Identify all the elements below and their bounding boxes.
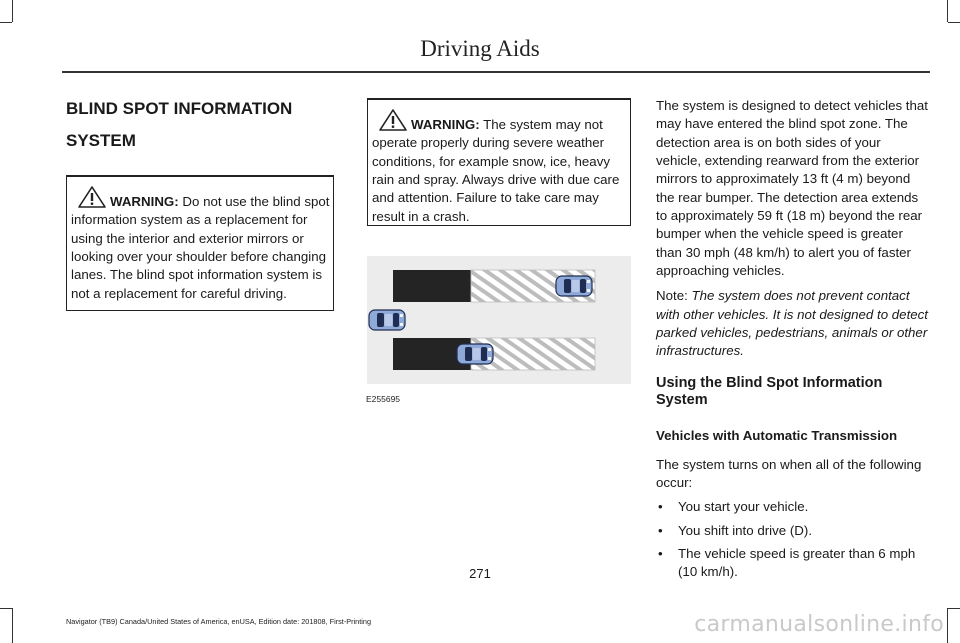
system-on-intro: The system turns on when all of the following occur: [656, 456, 922, 490]
list-item: • You start your vehicle. [656, 498, 928, 516]
header-rule [62, 71, 930, 73]
vehicle-top-lane [556, 276, 592, 296]
subheading-automatic-transmission: Vehicles with Automatic Transmission [656, 427, 898, 443]
note-paragraph [656, 287, 928, 360]
crop-mark-bottom-left-v [12, 608, 13, 643]
crop-mark-top-right-v [947, 0, 948, 22]
warning-box-2 [367, 98, 631, 226]
vehicle-own [369, 310, 405, 330]
section-title [66, 98, 334, 153]
warning-1-text: Do not use the blind spot information system as a replacement for using the interior and exterior mirrors or looking over your shoulder before changing lanes. The blind spot information system is not a replacement for careful driving. [71, 193, 330, 301]
note-text: The system does not prevent contact with other vehicles. It is not designed to detect parked vehicles, pedestrians, animals or other infrastructures. [656, 288, 929, 359]
column-3 [656, 97, 928, 587]
watermark-text: carmanualsonline.info [694, 612, 944, 637]
section-title-line-2: SYSTEM [66, 130, 136, 150]
bullet-icon: • [658, 522, 663, 538]
crop-mark-bottom-right-h [948, 608, 960, 609]
page-number: 271 [469, 566, 491, 581]
subheading-using-system: Using the Blind Spot Information System [656, 374, 883, 409]
crop-mark-top-left-h [0, 22, 12, 23]
crop-mark-bottom-right-v [947, 608, 948, 643]
blind-spot-zone-illustration [367, 256, 631, 384]
edition-footer: Navigator (TB9) Canada/United States of America, enUSA, Edition date: 201808, First-Printing [66, 617, 372, 626]
detection-paragraph: The system is designed to detect vehicles that may have entered the blind spot zone. The detection area is on both sides of your vehicle, extending rearward from the exterior mirrors to approximately 13 ft (4 m) beyond the rear bumper. The detection area extends to approximately 59 ft (18 m) beyond the rear bumper when the vehicle speed is greater than 30 mph (48 km/h) to alert you of faster approaching vehicles. [656, 98, 928, 279]
warning-box-1 [66, 175, 334, 311]
bullet-icon: • [658, 499, 663, 515]
bullet-icon: • [658, 545, 663, 561]
warning-triangle-icon [77, 185, 107, 209]
crop-mark-top-left-v [12, 0, 13, 22]
column-1 [66, 92, 334, 311]
list-item: • You shift into drive (D). [656, 522, 928, 540]
warning-triangle-icon [378, 108, 408, 132]
blind-zone-top-dark [393, 270, 471, 302]
crop-mark-top-right-h [948, 22, 960, 23]
vehicle-bottom-lane [457, 344, 493, 364]
warning-2-text: The system may not operate properly during severe weather conditions, for example snow, ice, heavy rain and spray. Always drive with due care and attention. Failure to take care may result in a crash. [372, 117, 620, 224]
section-title-line-1: BLIND SPOT INFORMATION [66, 99, 293, 118]
figure-id: E255695 [366, 394, 401, 404]
column-2 [367, 98, 631, 226]
list-item: • The vehicle speed is greater than 6 mph (10 km/h). [658, 545, 916, 580]
warning-1-label: WARNING: [110, 193, 179, 209]
warning-2-label: WARNING: [411, 117, 480, 132]
page-header-title: Driving Aids [420, 36, 540, 61]
note-label: Note: [656, 288, 688, 304]
crop-mark-bottom-left-h [0, 608, 12, 609]
